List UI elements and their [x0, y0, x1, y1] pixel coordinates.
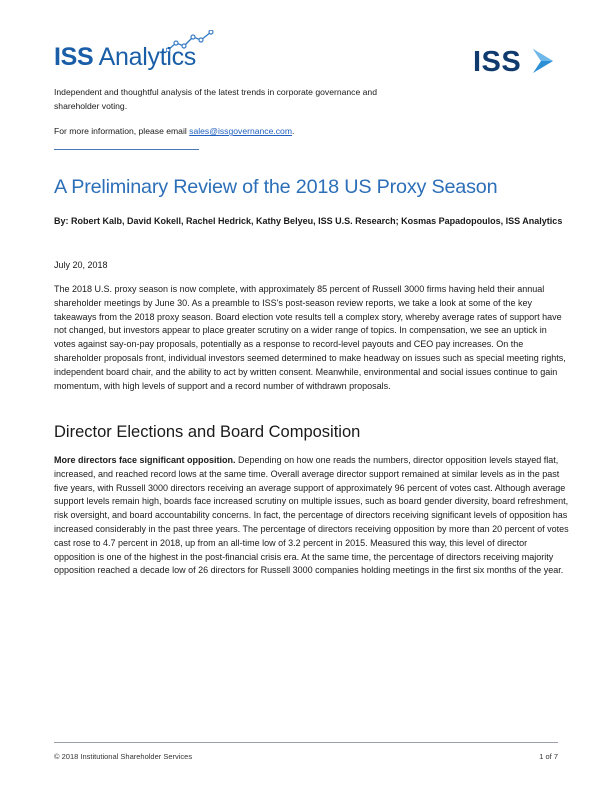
intro-paragraph: The 2018 U.S. proxy season is now complete, with approximately 85 percent of Russell 3000 firms having held their annual shareholder meetings by June 30. As a preamble to ISS's post-season review reports, we take a look at some of the key takeaways from the 2018 proxy season. Board election vote results tell a complex story, whereby average rates of support have not changed, but investors appear to place greater scrutiny on a wider range of topics. In compensation, we see an uptick in votes against say-on-pay proposals, potentially as a response to record-level payouts and CEO pay increases. On the shareholder proposals front, individual investors seemed determined to make headway on issues such as special meeting rights, independent board chair, and the ability to act by written consent. Meanwhile, environmental and social issues continue to gain momentum, with high levels of support and a record number of withdrawn proposals.	[54, 284, 566, 391]
section-paragraph	[54, 454, 570, 578]
iss-brand-wordmark: ISS	[473, 46, 522, 78]
intro-block	[54, 86, 414, 139]
section-body: Depending on how one reads the numbers, director opposition levels stayed flat, increased, and reached record lows at the same time. Overall average director support remained at similar levels as in the past five years, with Russell 3000 directors receiving an average support of approximately 96 percent of votes cast. Although average support levels remain high, boards face increased scrutiny on multiple issues, such as board gender diversity, board refreshment, risk oversight, and board accountability concerns. In fact, the percentage of directors receiving significant levels of opposition has increased considerably in the past three years. The percentage of directors receiving opposition by more than 20 percent of votes cast rose to 4.7 percent in 2018, up from an all-time low of 3.2 percent in 2015. Measured this way, this level of director opposition is one of the highest in the post-financial crisis era. At the same time, the percentage of directors receiving majority opposition reached a decade low of 26 directors for Russell 3000 companies holding meetings in the first six months of the year.	[54, 455, 569, 576]
authors-line: By: Robert Kalb, David Kokell, Rachel Hedrick, Kathy Belyeu, ISS U.S. Research; Kosmas Papadopoulos, ISS Analytics	[54, 216, 563, 226]
section-heading: Director Elections and Board Composition	[54, 423, 361, 441]
contact-line: For more information, please email sales@issgovernance.com.	[54, 126, 295, 137]
iss-analytics-logo	[54, 30, 214, 72]
tagline: Independent and thoughtful analysis of the latest trends in corporate governance and shareholder voting.	[54, 87, 377, 111]
publication-date: July 20, 2018	[54, 260, 108, 270]
iss-brand-logo	[473, 44, 557, 84]
section-lead: More directors face significant opposition.	[54, 455, 236, 465]
page-title: A Preliminary Review of the 2018 US Proxy Season	[54, 176, 498, 198]
footer-divider	[54, 742, 558, 743]
logo-wordmark: ISS Analytics	[54, 43, 197, 71]
contact-email-link[interactable]: sales@issgovernance.com	[189, 126, 292, 137]
header-divider	[54, 149, 199, 150]
arrow-mark-icon	[531, 47, 555, 75]
page-number: 1 of 7	[539, 752, 558, 761]
footer-copyright: © 2018 Institutional Shareholder Services	[54, 752, 193, 761]
